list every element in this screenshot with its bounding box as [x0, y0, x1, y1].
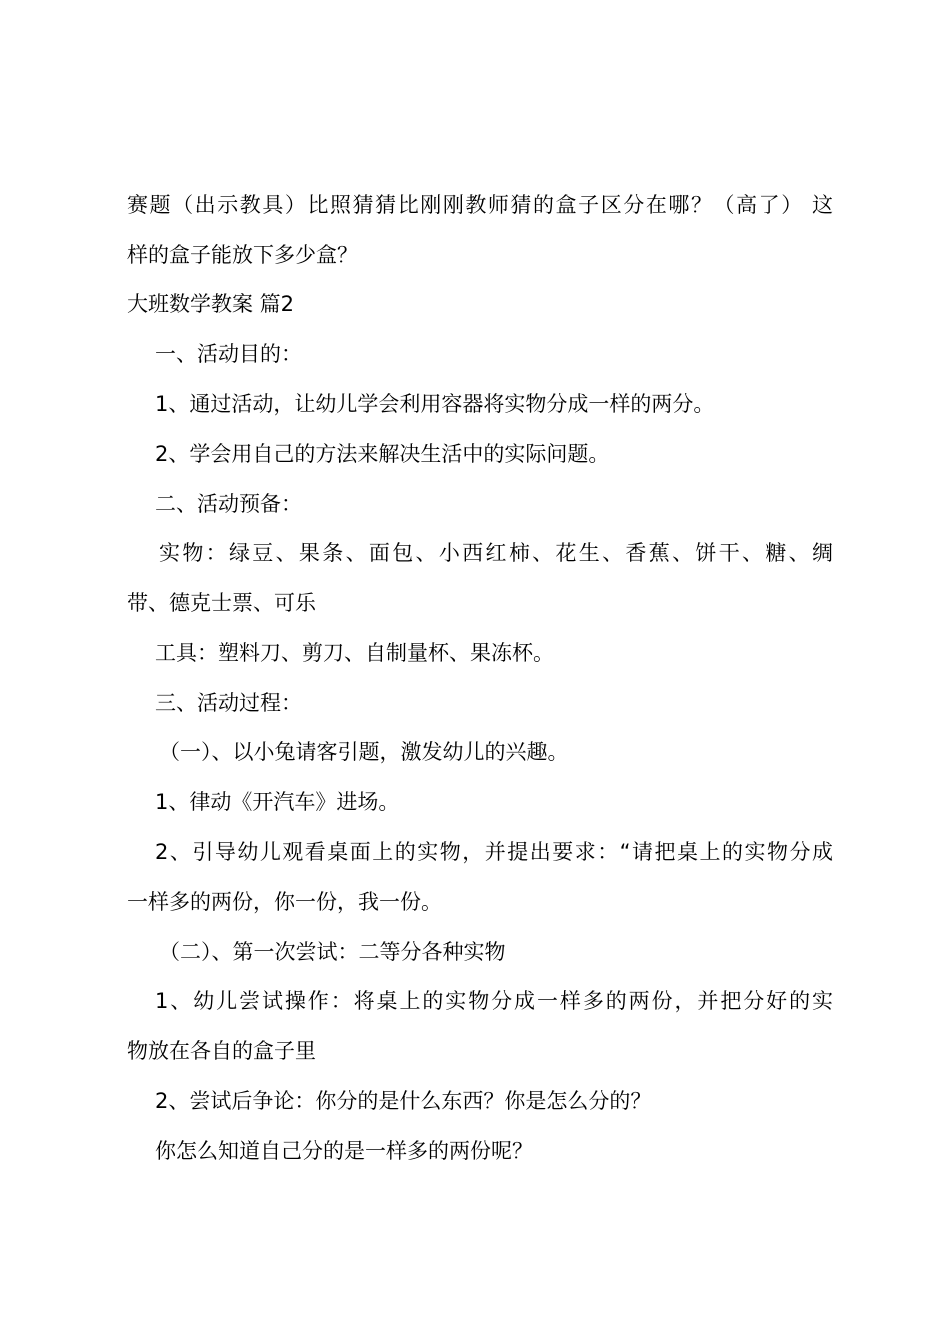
paragraph-line: 带、德克士票、可乐	[127, 591, 316, 615]
paragraph-line: 实物：绿豆、果条、面包、小西红柿、花生、香蕉、饼干、糖、绸	[159, 541, 833, 565]
section-heading: 三、活动过程：	[155, 691, 302, 715]
list-item: 2、尝试后争论：你分的是什么东西？你是怎么分的？	[155, 1089, 652, 1113]
paragraph-line: 赛题（出示教具）比照猜猜比刚刚教师猜的盒子区分在哪？（高了） 这	[127, 193, 833, 217]
sub-heading: （二）、第一次尝试：二等分各种实物	[159, 940, 506, 964]
paragraph-line: 你怎么知道自己分的是一样多的两份呢？	[155, 1139, 533, 1163]
section-title: 大班数学教案 篇2	[127, 292, 295, 316]
list-item: 2、学会用自己的方法来解决生活中的实际问题。	[155, 442, 610, 466]
paragraph-line: 工具：塑料刀、剪刀、自制量杯、果冻杯。	[155, 641, 554, 665]
paragraph-line: 物放在各自的盒子里	[127, 1039, 316, 1063]
list-item: 1、幼儿尝试操作：将桌上的实物分成一样多的两份，并把分好的实	[155, 989, 833, 1013]
section-heading: 二、活动预备：	[155, 492, 302, 516]
list-item: 1、通过活动，让幼儿学会利用容器将实物分成一样的两分。	[155, 392, 715, 416]
list-item: 1、律动《开汽车》进场。	[155, 790, 400, 814]
list-item: 2、引导幼儿观看桌面上的实物，并提出要求：“请把桌上的实物分成	[155, 840, 833, 864]
paragraph-line: 样的盒子能放下多少盒？	[127, 243, 358, 267]
paragraph-line: 一样多的两份，你一份，我一份。	[127, 890, 442, 914]
section-heading: 一、活动目的：	[155, 342, 302, 366]
sub-heading: （一）、以小兔请客引题，激发幼儿的兴趣。	[159, 740, 569, 764]
